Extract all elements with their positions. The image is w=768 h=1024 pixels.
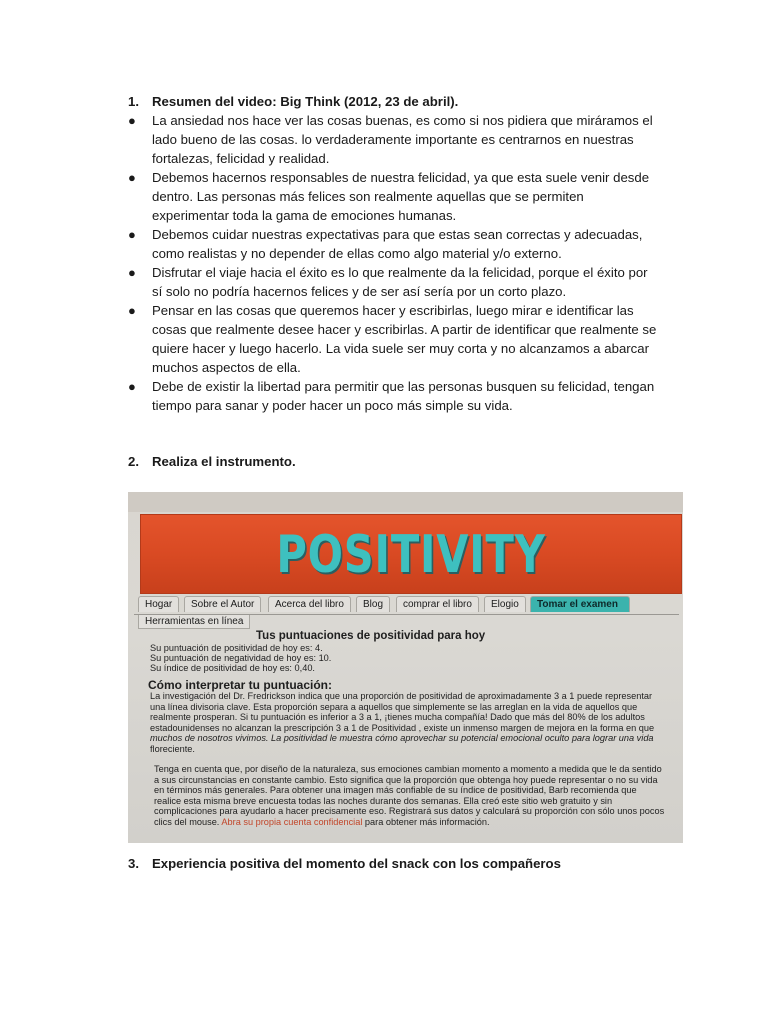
tab-sobre-el-autor: Sobre el Autor (184, 596, 261, 612)
tab-blog: Blog (356, 596, 390, 612)
interpret-title: Cómo interpretar tu puntuación: (148, 678, 332, 692)
section-2-heading (128, 452, 296, 471)
tab-elogio: Elogio (484, 596, 526, 612)
paragraph-line: realice esta misma breve encuesta todas las noches durante dos semanas. Ella creó este sitio web gratuito y sin (154, 795, 613, 806)
bullet-icon: ● (128, 227, 136, 242)
link-after-text: para obtener más información. (362, 816, 490, 827)
positivity-screenshot-image (128, 492, 683, 843)
bullet-text: Debemos cuidar nuestras expectativas para que estas sean correctas y adecuadas, como realistas y no depender de ellas como algo material y/o externo. (152, 227, 643, 261)
bullet-text: La ansiedad nos hace ver las cosas buenas, es como si nos pidiera que miráramos el lado bueno de las cosas. lo verdaderamente importante es centrarnos en nuestras fortalezas, felicidad y realidad. (152, 113, 653, 166)
paragraph-line: estadounidenses no alcanzan la prescripción 3 a 1 de Positividad , existe un inmenso margen de mejora en la forma en que (150, 722, 655, 733)
paragraph-line: floreciente. (150, 743, 195, 754)
section-1-heading (128, 92, 458, 111)
summary-bullet-list (128, 111, 658, 415)
paragraph-line: Tenga en cuenta que, por diseño de la naturaleza, sus emociones cambian momento a momento a medida que le da sentido (154, 764, 662, 774)
bullet-icon: ● (128, 113, 136, 128)
bullet-text: Pensar en las cosas que queremos hacer y escribirlas, luego mirar e identificar las cosas que realmente desee hacer y escribirlas. A partir de identificar que realmente se quiere hacer y luego hacerlo. La vida suele ser muy corta y no alcanzamos a abarcar muchos aspectos de ella. (152, 303, 657, 375)
list-item (128, 225, 658, 263)
section-3-number: 3. (128, 856, 139, 871)
section-1-title: Resumen del video: Big Think (2012, 23 de abril). (152, 94, 459, 109)
tab-hogar: Hogar (138, 596, 179, 612)
screenshot-top-strip (128, 492, 683, 512)
paragraph-line (154, 817, 674, 828)
paragraph-line: complicaciones para ayudarlo a hacer precisamente eso. Registrará sus datos y calculará su proporción con sólo unos pocos (154, 806, 665, 816)
section-2-number: 2. (128, 454, 139, 469)
paragraph-line: realmente prosperan. Si tu puntuación es inferior a 3 a 1, ¡tienes mucha compañía! Dado que más del 80% de los adultos (150, 712, 645, 722)
paragraph-line: La investigación del Dr. Fredrickson indica que una proporción de positividad de aproximadamente 3 a 1 puede representar (150, 691, 653, 701)
list-item (128, 168, 658, 225)
tab-acerca-del-libro: Acerca del libro (268, 596, 351, 612)
section-2-title: Realiza el instrumento. (152, 454, 296, 469)
list-item (128, 301, 658, 377)
interpret-paragraph-1 (150, 691, 670, 754)
scores-title: Tus puntuaciones de positividad para hoy (256, 630, 486, 642)
paragraph-line: muchos de nosotros vivimos. La positividad le muestra cómo aprovechar su potencial emocional oculto para lograr una vida (150, 733, 654, 743)
tab-herramientas: Herramientas en línea (138, 615, 250, 629)
paragraph-line: en términos más generales. Para obtener una imagen más confiable de su índice de positividad, Barb recomienda que (154, 785, 637, 795)
positivity-banner (140, 514, 682, 594)
banner-title: POSITIVITY (276, 525, 546, 585)
list-item (128, 377, 658, 415)
bullet-text: Debemos hacernos responsables de nuestra felicidad, ya que esta suele venir desde dentro. Las personas más felices son realmente aquellas que se permiten experimentar toda la gama de emociones humanas. (152, 170, 650, 223)
bullet-icon: ● (128, 170, 136, 185)
bullet-text: Debe de existir la libertad para permitir que las personas busquen su felicidad, tengan tiempo para sanar y poder hacer un poco más simple su vida. (152, 379, 655, 413)
bullet-icon: ● (128, 379, 136, 394)
open-account-link: Abra su propia cuenta confidencial (221, 816, 363, 827)
score-ratio: Su índice de positividad de hoy es: 0,40. (150, 663, 315, 673)
section-3-heading (128, 854, 561, 873)
list-item (128, 111, 658, 168)
list-item (128, 263, 658, 301)
paragraph-line-text: clics del mouse. (154, 816, 220, 827)
site-nav-tabs (138, 596, 678, 614)
bullet-icon: ● (128, 265, 136, 280)
paragraph-line: a sus circunstancias en constante cambio. Esto significa que la proporción que obtenga hoy puede representar o no su vida (154, 774, 658, 785)
tab-comprar-el-libro: comprar el libro (396, 596, 479, 612)
bullet-text: Disfrutar el viaje hacia el éxito es lo que realmente da la felicidad, porque el éxito por sí solo no podría hacernos felices y de ser así sería por un corto plazo. (152, 265, 648, 299)
section-1-number: 1. (128, 94, 139, 109)
section-3-title: Experiencia positiva del momento del snack con los compañeros (152, 856, 561, 871)
bullet-icon: ● (128, 303, 136, 318)
paragraph-line: una línea divisoria clave. Esta proporción separa a aquellos que simplemente se las arreglan en la vida de aquellos que (150, 701, 638, 712)
tab-tomar-el-examen: Tomar el examen (530, 596, 630, 612)
interpret-paragraph-2 (154, 764, 674, 827)
score-positivity: Su puntuación de positividad de hoy es: 4. (150, 643, 323, 653)
score-negativity: Su puntuación de negatividad de hoy es: 10. (150, 653, 332, 663)
